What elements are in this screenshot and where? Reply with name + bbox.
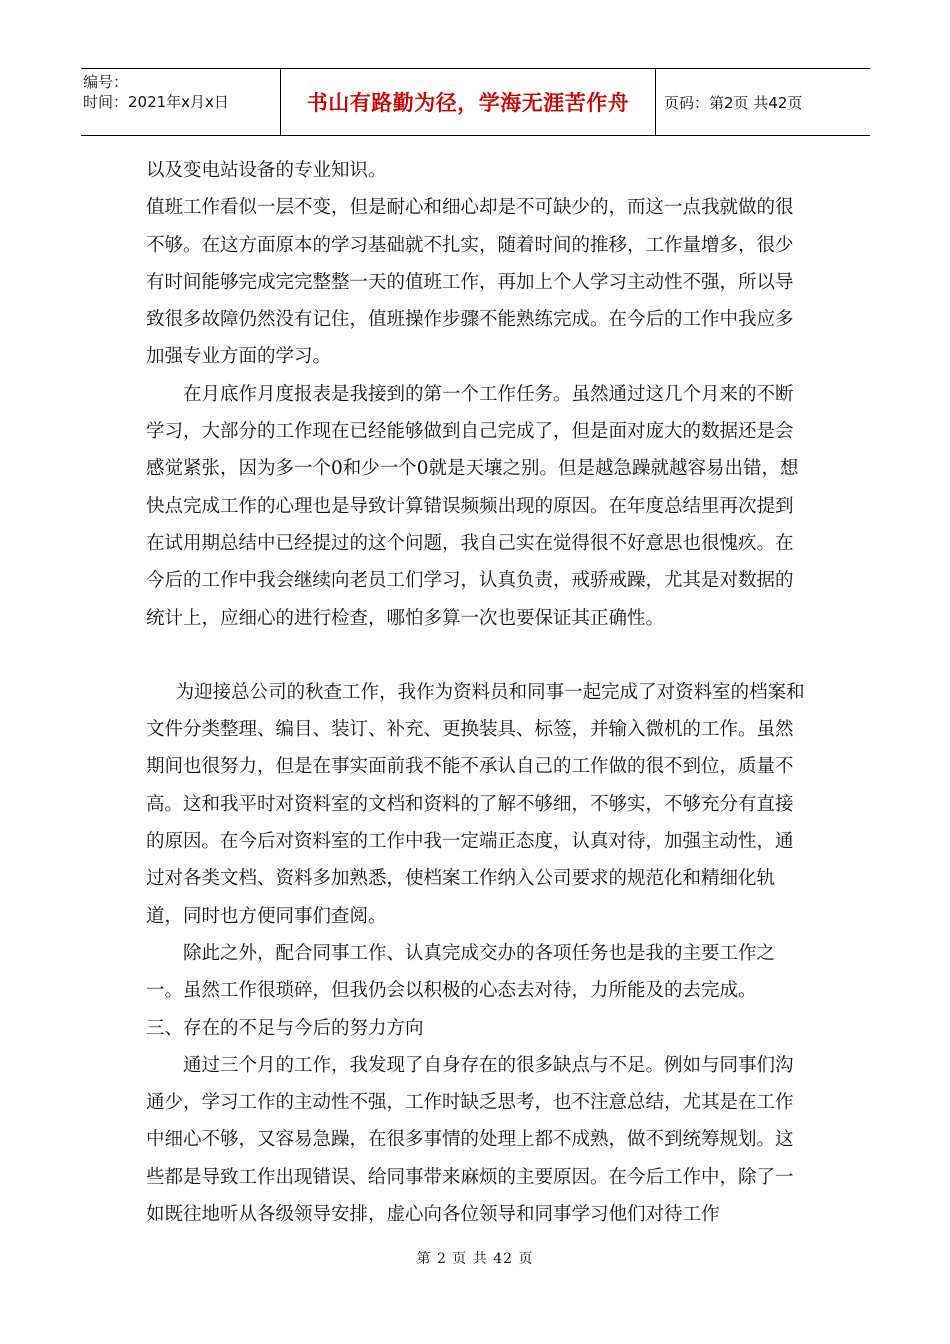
page-header — [81, 68, 870, 136]
document-date-label: 时间：2021年x月x日 — [83, 93, 229, 111]
header-motto: 书山有路勤为径，学海无涯苦作舟 — [306, 91, 630, 115]
paragraph: 除此之外，配合同事工作、认真完成交办的各项任务也是我的主要工作之一。虽然工作很琐碎，但我仍会以积极的心态去对待，力所能及的去完成。 — [146, 942, 776, 1002]
paragraph: 通过三个月的工作，我发现了自身存在的很多缺点与不足。例如与同事们沟通少，学习工作的主动性不强，工作时缺乏思考，也不注意总结，尤其是在工作中细心不够，又容易急躁，在很多事情的处理上都不成熟，做不到统筹规划。这些都是导致工作出现错误、给同事带来麻烦的主要原因。在今后工作中，除了一如既往地听从各级领导安排，虚心向各位领导和同事学习他们对待工作 — [146, 1054, 794, 1226]
document-number-label: 编号： — [83, 73, 129, 91]
header-meta-cell — [81, 69, 281, 135]
paragraph: 值班工作看似一层不变，但是耐心和细心却是不可缺少的，而这一点我就做的很不够。在这方面原本的学习基础就不扎实，随着时间的推移，工作量增多，很少有时间能够完成完完整整一天的值班工作，再加上个人学习主动性不强，所以导致很多故障仍然没有记住，值班操作步骤不能熟练完成。在今后的工作中我应多加强专业方面的学习。 — [146, 197, 794, 368]
page-footer: 第 2 页 共 42 页 — [416, 1251, 534, 1267]
paragraph: 以及变电站设备的专业知识。 — [146, 160, 387, 181]
paragraph-spacer — [146, 637, 806, 674]
paragraph: 在月底作月度报表是我接到的第一个工作任务。虽然通过这几个月来的不断学习，大部分的工作现在已经能够做到自己完成了，但是面对庞大的数据还是会感觉紧张，因为多一个0和少一个0就是天壤之别。但是越急躁就越容易出错，想快点完成工作的心理也是导致计算错误频频出现的原因。在年度总结里再次提到在试用期总结中已经提过的这个问题，我自己实在觉得很不好意思也很愧疚。在今后的工作中我会继续向老员工们学习，认真负责，戒骄戒躁，尤其是对数据的统计上，应细心的进行检查，哪怕多算一次也要保证其正确性。 — [146, 383, 799, 629]
document-body — [146, 152, 806, 1233]
header-motto-cell — [281, 69, 656, 135]
header-page-info: 页码：第2页 共42页 — [664, 93, 803, 112]
paragraph: 为迎接总公司的秋查工作，我作为资料员和同事一起完成了对资料室的档案和文件分类整理、编目、装订、补充、更换装具、标签，并输入微机的工作。虽然期间也很努力，但是在事实面前我不能不承认自己的工作做的很不到位，质量不高。这和我平时对资料室的文档和资料的了解不够细，不够实，不够充分有直接的原因。在今后对资料室的工作中我一定端正态度，认真对待，加强主动性，通过对各类文档、资料多加熟悉，使档案工作纳入公司要求的规范化和精细化轨道，同时也方便同事们查阅。 — [146, 681, 805, 927]
header-page-cell — [656, 69, 870, 135]
section-heading: 三、存在的不足与今后的努力方向 — [146, 1017, 424, 1039]
